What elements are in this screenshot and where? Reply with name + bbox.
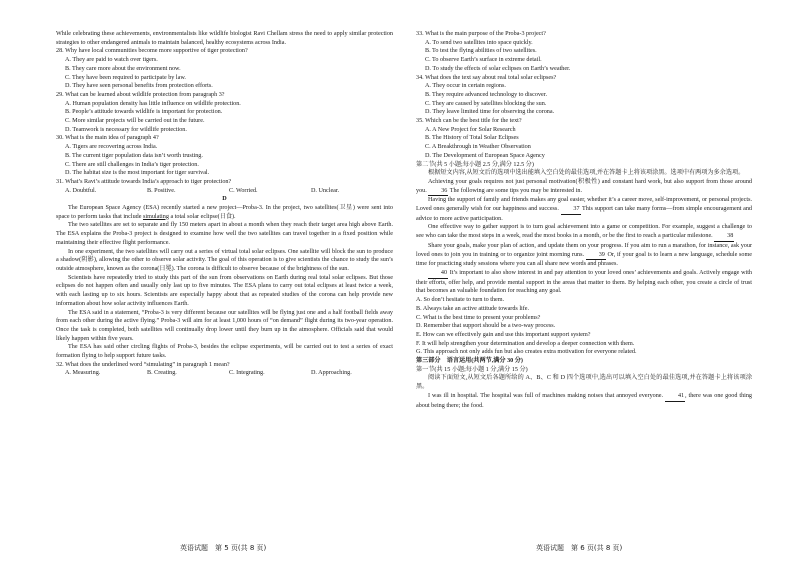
question-31: 31. What’s Ravi’s attitude towards India’s approach to tiger protection? — [56, 178, 232, 185]
paragraph: Having the support of family and friends makes any goal easier, whether it’s a career move, self-improvement, or personal projects. Loved ones generally wish for our happiness and success. 37 This support can take many forms—from simple encouragement and advice to more active participation. — [416, 197, 752, 222]
option: D. Unclear. — [311, 187, 340, 194]
section-2-title: 第二节(共 5 小题;每小题 2.5 分,满分 12.5 分) — [416, 161, 534, 168]
option: A. Human population density has little influence on wildlife protection. — [65, 100, 241, 107]
paragraph: The ESA said in a statement, “Proba-3 is very different because our satellites will be flying just one and a half football fields away from each other during the active flying.” Proba-3 will aim for at least 1,000 hours of “on demand” flight during its two-year operation. Once the task is completed, both satellites will continually drop lower until they burn up in the atmosphere. Officials said that would likely happen within five years. — [56, 309, 393, 342]
question-32: 32. What does the underlined word “simulating” in paragraph 1 mean? — [56, 361, 230, 368]
option: A. A New Project for Solar Research — [425, 126, 516, 133]
section-2-instructions: 根据短文内容,从短文后的选项中选出能填入空白处的最佳选项,并在答题卡上将该项涂黑。选项中有两项为多余选项。 — [428, 170, 745, 177]
option: A. To send two satellites into space quickly. — [425, 39, 533, 46]
option: B. The current tiger population data isn’t worth trusting. — [65, 152, 203, 159]
choice-f: F. It will help strengthen your determination and develop a deeper connection with them. — [416, 340, 635, 347]
choice-g: G. This approach not only adds fun but also creates extra motivation for everyone related. — [416, 349, 637, 356]
paragraph: The two satellites are set to separate and fly 150 meters apart in about a month when they reach their target area high above Earth. The ESA explains the Proba-3 project is designed to examine how well the two satellites can travel together in a fixed position while maintaining their effective flight performance. — [56, 222, 393, 246]
underlined-word: simulating — [142, 213, 169, 220]
option: B. People’s attitude towards wildlife is important for protection. — [65, 109, 223, 116]
option: C. More similar projects will be carried out in the future. — [65, 118, 205, 125]
option: C. To observe Earth’s surface in extreme detail. — [425, 57, 542, 64]
option: D. Approaching. — [311, 370, 352, 377]
option: B. Creating. — [147, 370, 177, 377]
option: D. The habitat size is the most important for tiger survival. — [65, 170, 210, 177]
blank-38: 38 — [714, 232, 734, 242]
blank-36: 36 — [428, 187, 448, 197]
blank-39: 39 — [586, 251, 606, 261]
option: D. They have seen personal benefits from protection efforts. — [65, 83, 213, 90]
question-34: 34. What does the text say about real total solar eclipses? — [416, 74, 557, 81]
paragraph: One effective way to gather support is to turn goal achievement into a game or competition. For example, suggest a challenge to see who can take the most steps in a week, read the most books in a month, or be the first to reach a particular milestone. 38 — [416, 223, 752, 241]
question-33: 33. What is the main purpose of the Proba-3 project? — [416, 31, 546, 37]
paragraph: I was ill in hospital. The hospital was full of machines making noises that annoyed everyone. 41, there was one good thing about being there; the food. — [416, 392, 752, 409]
option: C. They have been required to participate by law. — [65, 74, 186, 81]
left-column — [56, 30, 393, 378]
page-footer-left: 英语试题 第 5 页(共 8 页) — [180, 544, 267, 552]
choice-c: C. What is the best time to present your problems? — [416, 314, 541, 321]
option: B. The History of Total Solar Eclipses — [425, 135, 519, 142]
paragraph: While celebrating these achievements, environmentalists like wildlife biologist Ravi Chellam stress the need to apply similar protection strategies to other endangered animals to maintain balanced, healthy ecosystems across India. — [56, 31, 393, 46]
blank-40: 40 — [428, 269, 448, 279]
part-3-section-1: 第一节(共 15 小题;每小题 1 分,满分 15 分) — [416, 366, 528, 373]
option: B. To test the flying abilities of two satellites. — [425, 48, 537, 55]
question-29: 29. What can be learned about wildlife protection from paragraph 3? — [56, 91, 225, 98]
option: A. They are paid to watch over tigers. — [65, 57, 158, 64]
blank-37: 37 — [561, 205, 581, 215]
choice-b: B. Always take an active attitude towards life. — [416, 305, 530, 312]
section-heading-d: D — [222, 196, 227, 203]
option: B. They care more about the environment now. — [65, 65, 181, 72]
option: C. Worried. — [229, 187, 258, 194]
paragraph: In one experiment, the two satellites will carry out a series of virtual total solar eclipses. One satellite will block the sun to produce a shadow(阴影), allowing the other to observe solar activity. The goal of this operation is to give scientists the chance to study the sun’s outside atmosphere, known as the corona(日冕). The corona is difficult to observe because of the brightness of the sun. — [56, 248, 393, 272]
paragraph: Scientists have repeatedly tried to study this part of the sun from observations on Earth during real total solar eclipses. But those eclipses do not happen often and usually only last up to five minutes. The ESA plans to carry out total eclipses at least twice a week, with each lasting up to six hours. Scientists are especially happy about that as repeated studies of the corona can help provide new information about how solar activity influences Earth. — [56, 274, 393, 307]
option: D. Teamwork is necessary for wildlife protection. — [65, 126, 187, 133]
paragraph: The European Space Agency (ESA) recently started a new project—Proba-3. In the project, two satellites(卫星) were sent into space to perform tasks that include simulating a total solar eclipse(日食). — [56, 205, 393, 220]
choice-d: D. Remember that support should be a two-way process. — [416, 323, 556, 330]
option: A. They occur in certain regions. — [425, 83, 506, 90]
option: B. They require advanced technology to discover. — [425, 91, 547, 98]
part-3-title: 第三部分 语言运用(共两节,满分 30 分) — [416, 358, 523, 365]
blank-41: 41 — [665, 392, 685, 402]
choice-a: A. So don’t hesitate to turn to them. — [416, 297, 505, 304]
options-row — [56, 369, 393, 378]
question-35: 35. Which can be the best title for the text? — [416, 118, 522, 125]
option: C. There are still challenges in India’s tiger protection. — [65, 161, 199, 168]
page-footer-right: 英语试题 第 6 页(共 8 页) — [536, 544, 623, 552]
option: D. To study the effects of solar eclipses on Earth’s weather. — [425, 65, 571, 72]
paragraph: Share your goals, make your plan of action, and update them on your progress. If you aim to run a marathon, for instance, ask your loved ones to join you in training or to organize joint morning runs. 39 Or, if your goal is to learn a new language, schedule some time for practicing study sessions where you can all share new words and phrases. — [416, 242, 752, 268]
option: D. They leave limited time for observing the corona. — [425, 109, 555, 116]
option: C. Integrating. — [229, 370, 265, 377]
option: D. The Development of European Space Agency — [425, 152, 545, 159]
option: B. Positive. — [147, 187, 176, 194]
option: A. Tigers are recovering across India. — [65, 144, 158, 151]
question-28: 28. Why have local communities become more supportive of tiger protection? — [56, 48, 248, 55]
question-30: 30. What is the main idea of paragraph 4? — [56, 135, 159, 142]
paragraph: 40 It’s important to also show interest in and pay attention to your loved ones’ achievements and goals. Actively engage with their efforts, offer help, and provide mental support in the areas that matter to them. By helping each other, you create a circle of trust that becomes an valuable foundation for reaching any goal. — [416, 269, 752, 295]
choice-e: E. How can we effectively gain and use this important support system? — [416, 331, 591, 338]
option: A. Doubtful. — [65, 187, 97, 194]
option: C. A Breakthrough in Weather Observation — [425, 144, 531, 151]
paragraph: The ESA has said other circling flights of Proba-3, besides the eclipse experiments, will be carried out to test a series of exact formation flying to help support future tasks. — [56, 344, 393, 360]
option: C. They are caused by satellites blocking the sun. — [425, 100, 547, 107]
right-column — [416, 30, 752, 410]
part-3-instructions: 阅读下面短文,从短文后各题所给的 A、B、C 和 D 四个选项中,选出可以填入空白处的最佳选项,并在答题卡上将该项涂黑。 — [416, 375, 752, 391]
options-row — [56, 187, 393, 196]
option: A. Measuring. — [65, 370, 101, 377]
paragraph: Achieving your goals requires not just personal motivation(积极性) and constant hard work, but also support from those around you. 36 The following are some tips you may be interested in. — [416, 178, 752, 196]
